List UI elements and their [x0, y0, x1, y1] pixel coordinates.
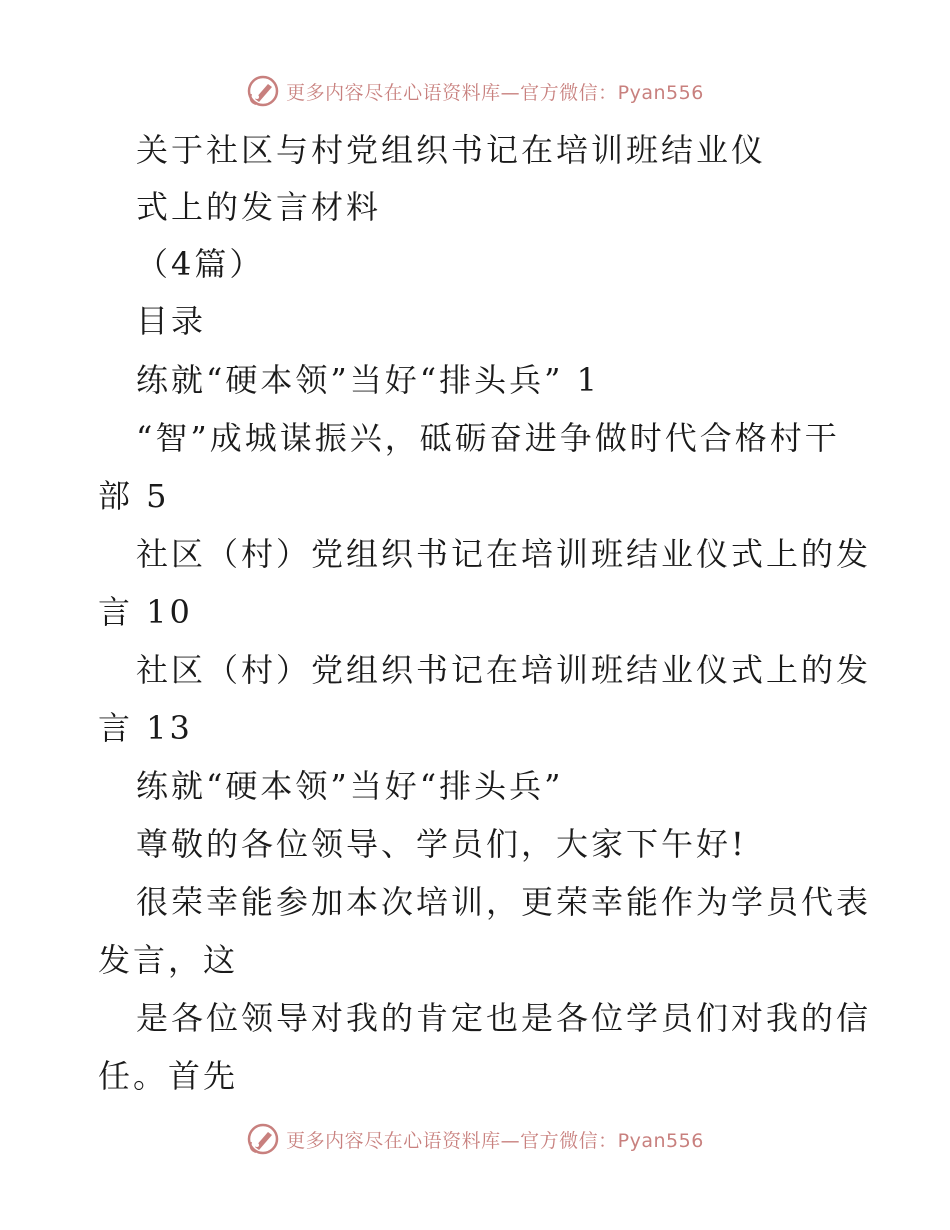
- paragraph-line: 是各位领导对我的肯定也是各位学员们对我的信: [136, 999, 872, 1037]
- paragraph-line: 尊敬的各位领导、学员们，大家下午好!: [136, 825, 747, 863]
- document-title-line-2: 式上的发言材料: [136, 188, 382, 226]
- document-title-line-1: 关于社区与村党组织书记在培训班结业仪: [136, 131, 767, 169]
- toc-entry-1: 练就“硬本领”当好“排头兵” 1: [136, 361, 600, 399]
- document-subtitle: （4篇）: [136, 245, 265, 283]
- watermark-header: [0, 71, 950, 111]
- pen-nib-logo-icon: [246, 74, 280, 108]
- watermark-text: 更多内容尽在心语资料库—官方微信：Pyan556: [286, 81, 704, 104]
- watermark-text: 更多内容尽在心语资料库—官方微信：Pyan556: [286, 1129, 704, 1152]
- toc-heading: 目录: [136, 302, 207, 340]
- paragraph-line: 发言，这: [98, 941, 239, 979]
- section-heading: 练就“硬本领”当好“排头兵”: [136, 767, 564, 805]
- toc-entry-3: 社区（村）党组织书记在培训班结业仪式上的发: [136, 535, 872, 573]
- toc-entry-2-continued: 部 5: [98, 477, 170, 515]
- toc-entry-3-continued: 言 10: [98, 593, 193, 631]
- toc-entry-2: “智”成城谋振兴，砥砺奋进争做时代合格村干: [136, 419, 840, 457]
- watermark-footer: [0, 1119, 950, 1159]
- toc-entry-4-continued: 言 13: [98, 709, 193, 747]
- paragraph-line: 任。首先: [98, 1057, 239, 1095]
- paragraph-line: 很荣幸能参加本次培训，更荣幸能作为学员代表: [136, 883, 872, 921]
- pen-nib-logo-icon: [246, 1122, 280, 1156]
- toc-entry-4: 社区（村）党组织书记在培训班结业仪式上的发: [136, 651, 872, 689]
